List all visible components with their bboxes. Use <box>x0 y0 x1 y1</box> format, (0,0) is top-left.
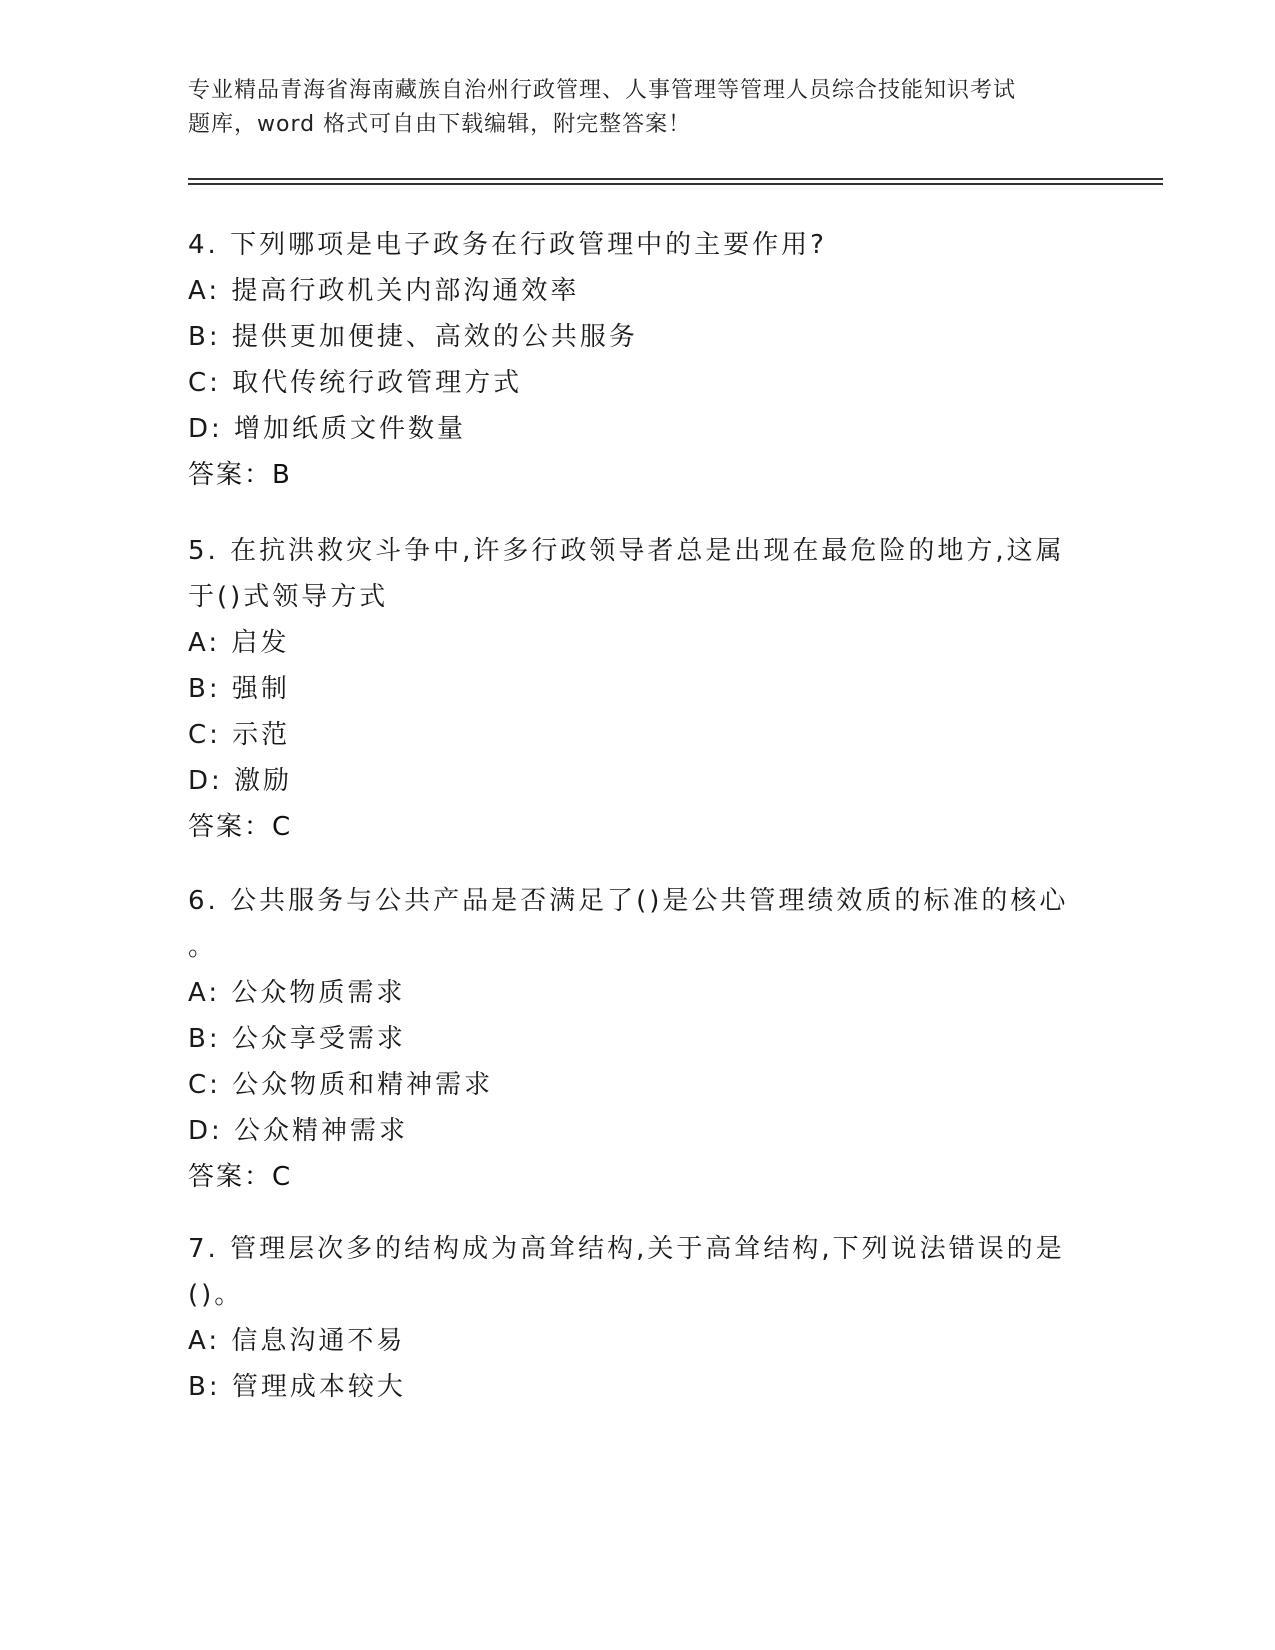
option-c: C: 公众物质和精神需求 <box>188 1070 494 1100</box>
option-b: B: 提供更加便捷、高效的公共服务 <box>188 322 638 352</box>
answer: 答案：C <box>188 812 293 842</box>
question-stem-line-2: ()。 <box>188 1280 244 1310</box>
question-7 <box>188 1226 1088 1410</box>
question-4 <box>188 222 1088 498</box>
question-stem: 4. 下列哪项是电子政务在行政管理中的主要作用? <box>188 230 827 260</box>
option-b: B: 强制 <box>188 674 290 704</box>
question-stem-line-2: 。 <box>188 932 218 962</box>
option-d: D: 增加纸质文件数量 <box>188 414 467 444</box>
option-d: D: 公众精神需求 <box>188 1116 409 1146</box>
option-c: C: 示范 <box>188 720 291 750</box>
question-stem-line-2: 于()式领导方式 <box>188 582 389 612</box>
question-6 <box>188 878 1088 1200</box>
option-b: B: 公众享受需求 <box>188 1024 406 1054</box>
option-a: A: 提高行政机关内部沟通效率 <box>188 276 580 306</box>
header-rule-bottom <box>188 183 1163 185</box>
option-b: B: 管理成本较大 <box>188 1372 406 1402</box>
question-stem-line-1: 5. 在抗洪救灾斗争中,许多行政领导者总是出现在最危险的地方,这属 <box>188 536 1065 566</box>
answer: 答案：C <box>188 1162 293 1192</box>
header-line-2: 题库，word 格式可自由下载编辑，附完整答案！ <box>188 112 692 137</box>
option-d: D: 激励 <box>188 766 293 796</box>
option-a: A: 信息沟通不易 <box>188 1326 406 1356</box>
question-stem-line-1: 6. 公共服务与公共产品是否满足了()是公共管理绩效质的标准的核心 <box>188 886 1069 916</box>
question-5 <box>188 528 1088 850</box>
document-header <box>188 74 1088 142</box>
answer: 答案：B <box>188 460 292 490</box>
header-rule-top <box>188 178 1163 180</box>
option-a: A: 公众物质需求 <box>188 978 406 1008</box>
option-c: C: 取代传统行政管理方式 <box>188 368 523 398</box>
header-line-1: 专业精品青海省海南藏族自治州行政管理、人事管理等管理人员综合技能知识考试 <box>188 78 1017 103</box>
question-stem-line-1: 7. 管理层次多的结构成为高耸结构,关于高耸结构,下列说法错误的是 <box>188 1234 1065 1264</box>
option-a: A: 启发 <box>188 628 290 658</box>
